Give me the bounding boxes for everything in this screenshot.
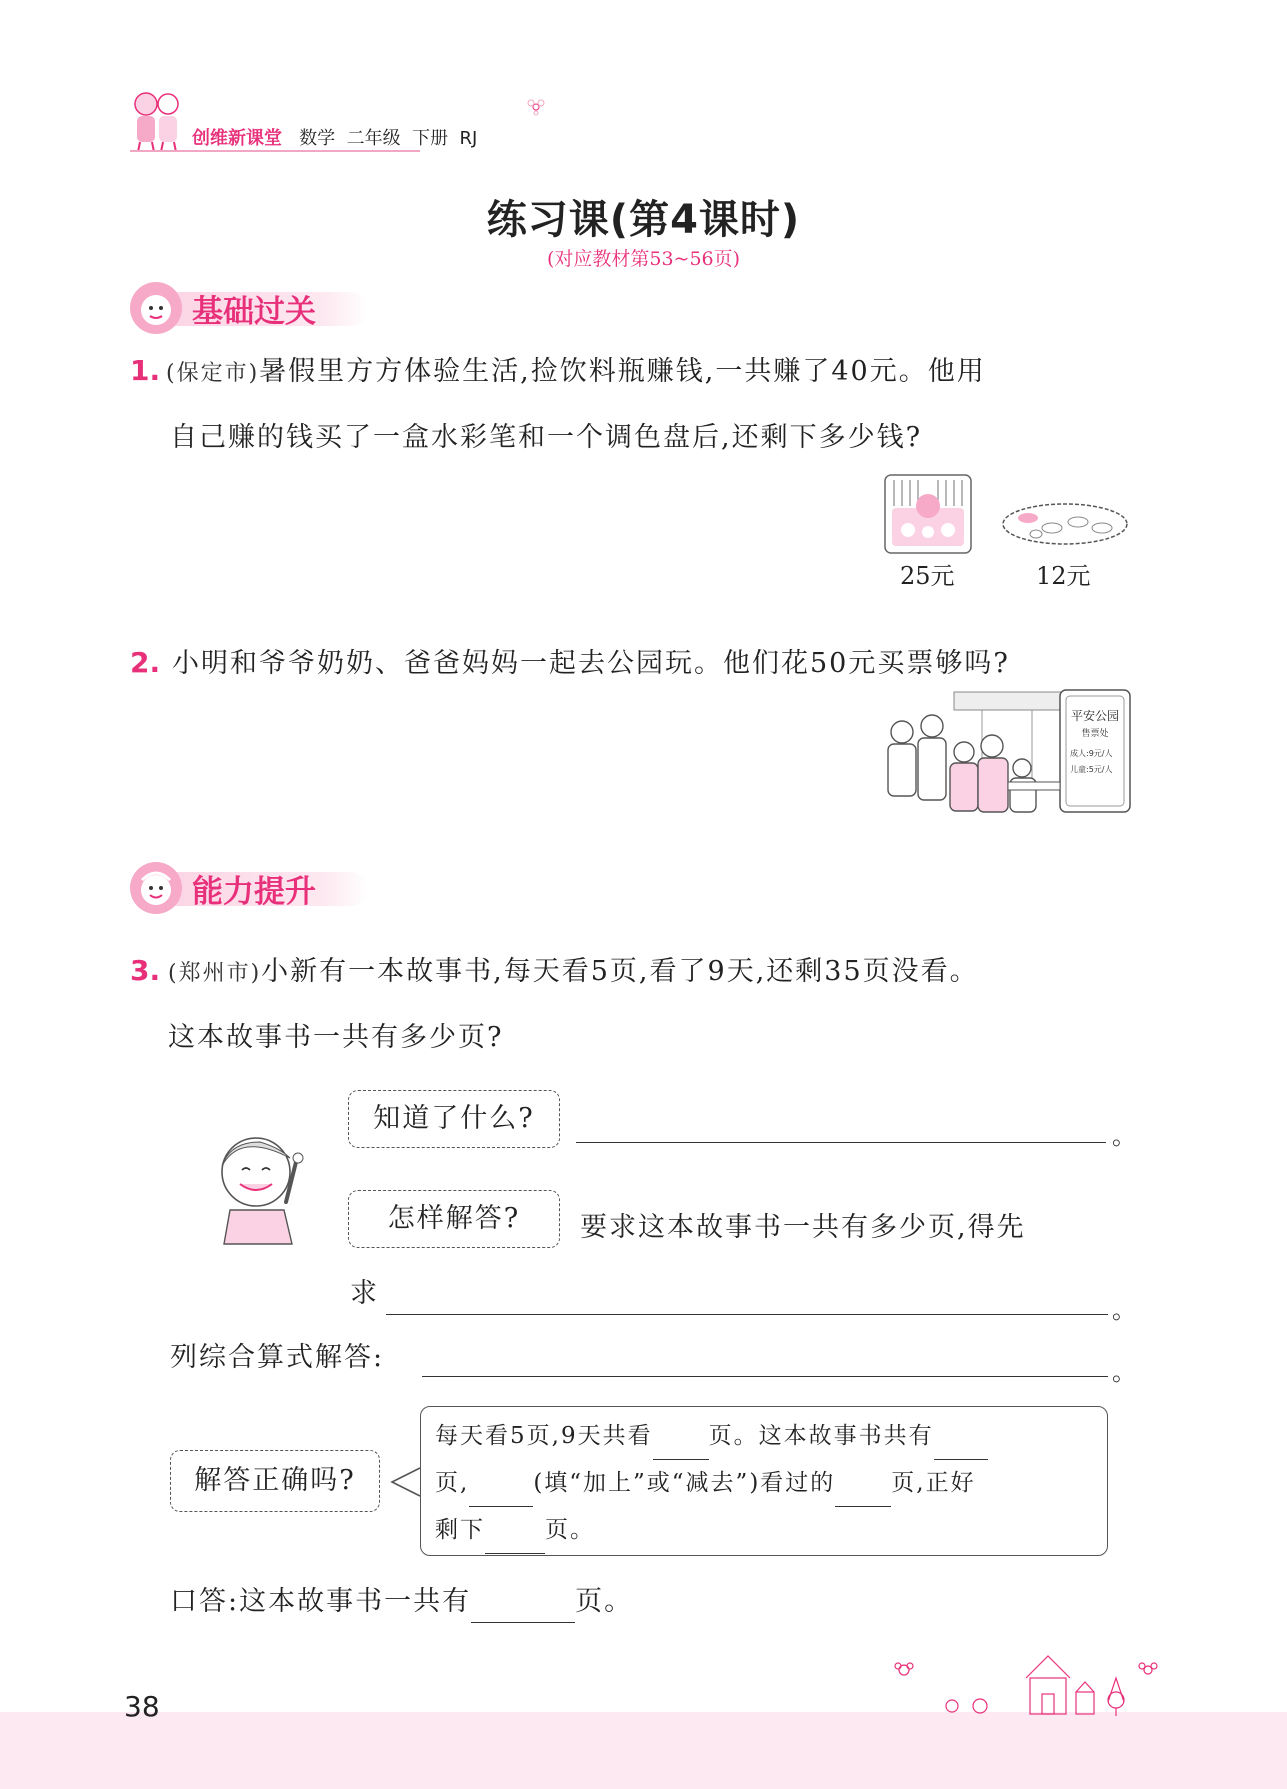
check-blank-3[interactable] — [469, 1460, 533, 1507]
header-text — [192, 124, 477, 150]
know-end-mark: 。 — [1112, 1122, 1136, 1150]
check-l2c: 页,正好 — [891, 1470, 976, 1496]
page-number: 38 — [124, 1690, 160, 1723]
q1-line1: 暑假里方方体验生活,捡饮料瓶赚钱,一共赚了40元。他用 — [259, 356, 986, 387]
check-blank-5[interactable] — [485, 1507, 545, 1554]
check-blank-2[interactable] — [934, 1413, 988, 1460]
check-l2a: 页, — [435, 1470, 470, 1496]
q1-source: (保定市) — [166, 361, 260, 386]
edition: RJ — [459, 128, 478, 149]
flower-decoration-icon — [526, 98, 546, 120]
boy-avatar-icon — [128, 860, 184, 916]
check-blank-4[interactable] — [835, 1460, 891, 1507]
q1-line2: 自己赚的钱买了一盒水彩笔和一个调色盘后,还剩下多少钱? — [170, 422, 923, 453]
how-text: 要求这本故事书一共有多少页,得先 — [580, 1212, 1026, 1243]
check-l3a: 剩下 — [435, 1517, 485, 1543]
seek-end-mark: 。 — [1112, 1296, 1136, 1324]
q1-text — [166, 340, 1146, 470]
q3-text — [168, 940, 1148, 1070]
brand-logo-icon — [128, 88, 186, 152]
q2-text: 小明和爷爷奶奶、爸爸妈妈一起去公园玩。他们花50元买票够吗? — [172, 648, 1010, 679]
price-palette: 12元 — [1036, 562, 1091, 590]
check-label-box: 解答正确吗? — [170, 1450, 380, 1512]
know-label-box: 知道了什么? — [348, 1090, 560, 1148]
girl-avatar-icon — [128, 280, 184, 336]
paint-palette-icon — [1000, 498, 1130, 548]
seek-label: 求 — [350, 1278, 379, 1309]
section-title-advanced: 能力提升 — [192, 874, 316, 910]
section-title-basic: 基础过关 — [192, 294, 316, 330]
q2-number: 2. — [130, 646, 161, 679]
sign-title: 平安公园 — [1070, 709, 1120, 723]
formula-label: 列综合算式解答: — [170, 1342, 385, 1373]
sign-adult-price: 成人:9元/人 — [1070, 749, 1113, 758]
brand-name: 创维新课堂 — [192, 128, 282, 149]
q3-line1: 小新有一本故事书,每天看5页,看了9天,还剩35页没看。 — [261, 956, 979, 987]
q3-line2: 这本故事书一共有多少页? — [168, 1022, 504, 1053]
sign-child-price: 儿童:5元/人 — [1070, 765, 1113, 774]
q3-number: 3. — [130, 954, 161, 987]
check-l1b: 页。这本故事书共有 — [708, 1423, 934, 1449]
page-subtitle: (对应教材第53~56页) — [546, 248, 741, 270]
sign-subtitle: 售票处 — [1081, 729, 1109, 739]
check-l1a: 每天看5页,9天共看 — [435, 1423, 653, 1449]
q1-number: 1. — [130, 354, 161, 387]
check-l3b: 页。 — [545, 1517, 595, 1543]
oral-answer-a: 口答:这本故事书一共有 — [170, 1586, 472, 1617]
check-speech-box — [420, 1406, 1108, 1556]
check-l2b: (填“加上”或“减去”)看过的 — [533, 1470, 836, 1496]
footer-band — [0, 1712, 1287, 1789]
subject: 数学 — [299, 128, 336, 149]
volume: 下册 — [412, 128, 449, 149]
header-divider — [130, 150, 420, 152]
castle-decoration-icon — [880, 1648, 1180, 1718]
price-pens: 25元 — [900, 562, 955, 590]
family-at-ticket-office-illustration — [882, 688, 1132, 816]
boy-thinking-illustration — [200, 1128, 322, 1252]
oral-answer-b: 页。 — [575, 1586, 634, 1617]
know-answer-line[interactable] — [576, 1142, 1106, 1143]
watercolor-pens-box-icon — [882, 472, 974, 556]
formula-end-mark: 。 — [1112, 1358, 1136, 1386]
q3-source: (郑州市) — [168, 961, 262, 986]
grade: 二年级 — [346, 128, 401, 149]
how-label-box: 怎样解答? — [348, 1190, 560, 1248]
check-blank-1[interactable] — [653, 1413, 709, 1460]
oral-answer-blank[interactable] — [471, 1582, 575, 1623]
oral-answer — [170, 1570, 633, 1634]
speech-pointer — [390, 1466, 422, 1502]
seek-answer-line[interactable] — [386, 1314, 1108, 1315]
formula-answer-line[interactable] — [422, 1376, 1108, 1377]
page-title: 练习课(第4课时) — [486, 197, 801, 243]
